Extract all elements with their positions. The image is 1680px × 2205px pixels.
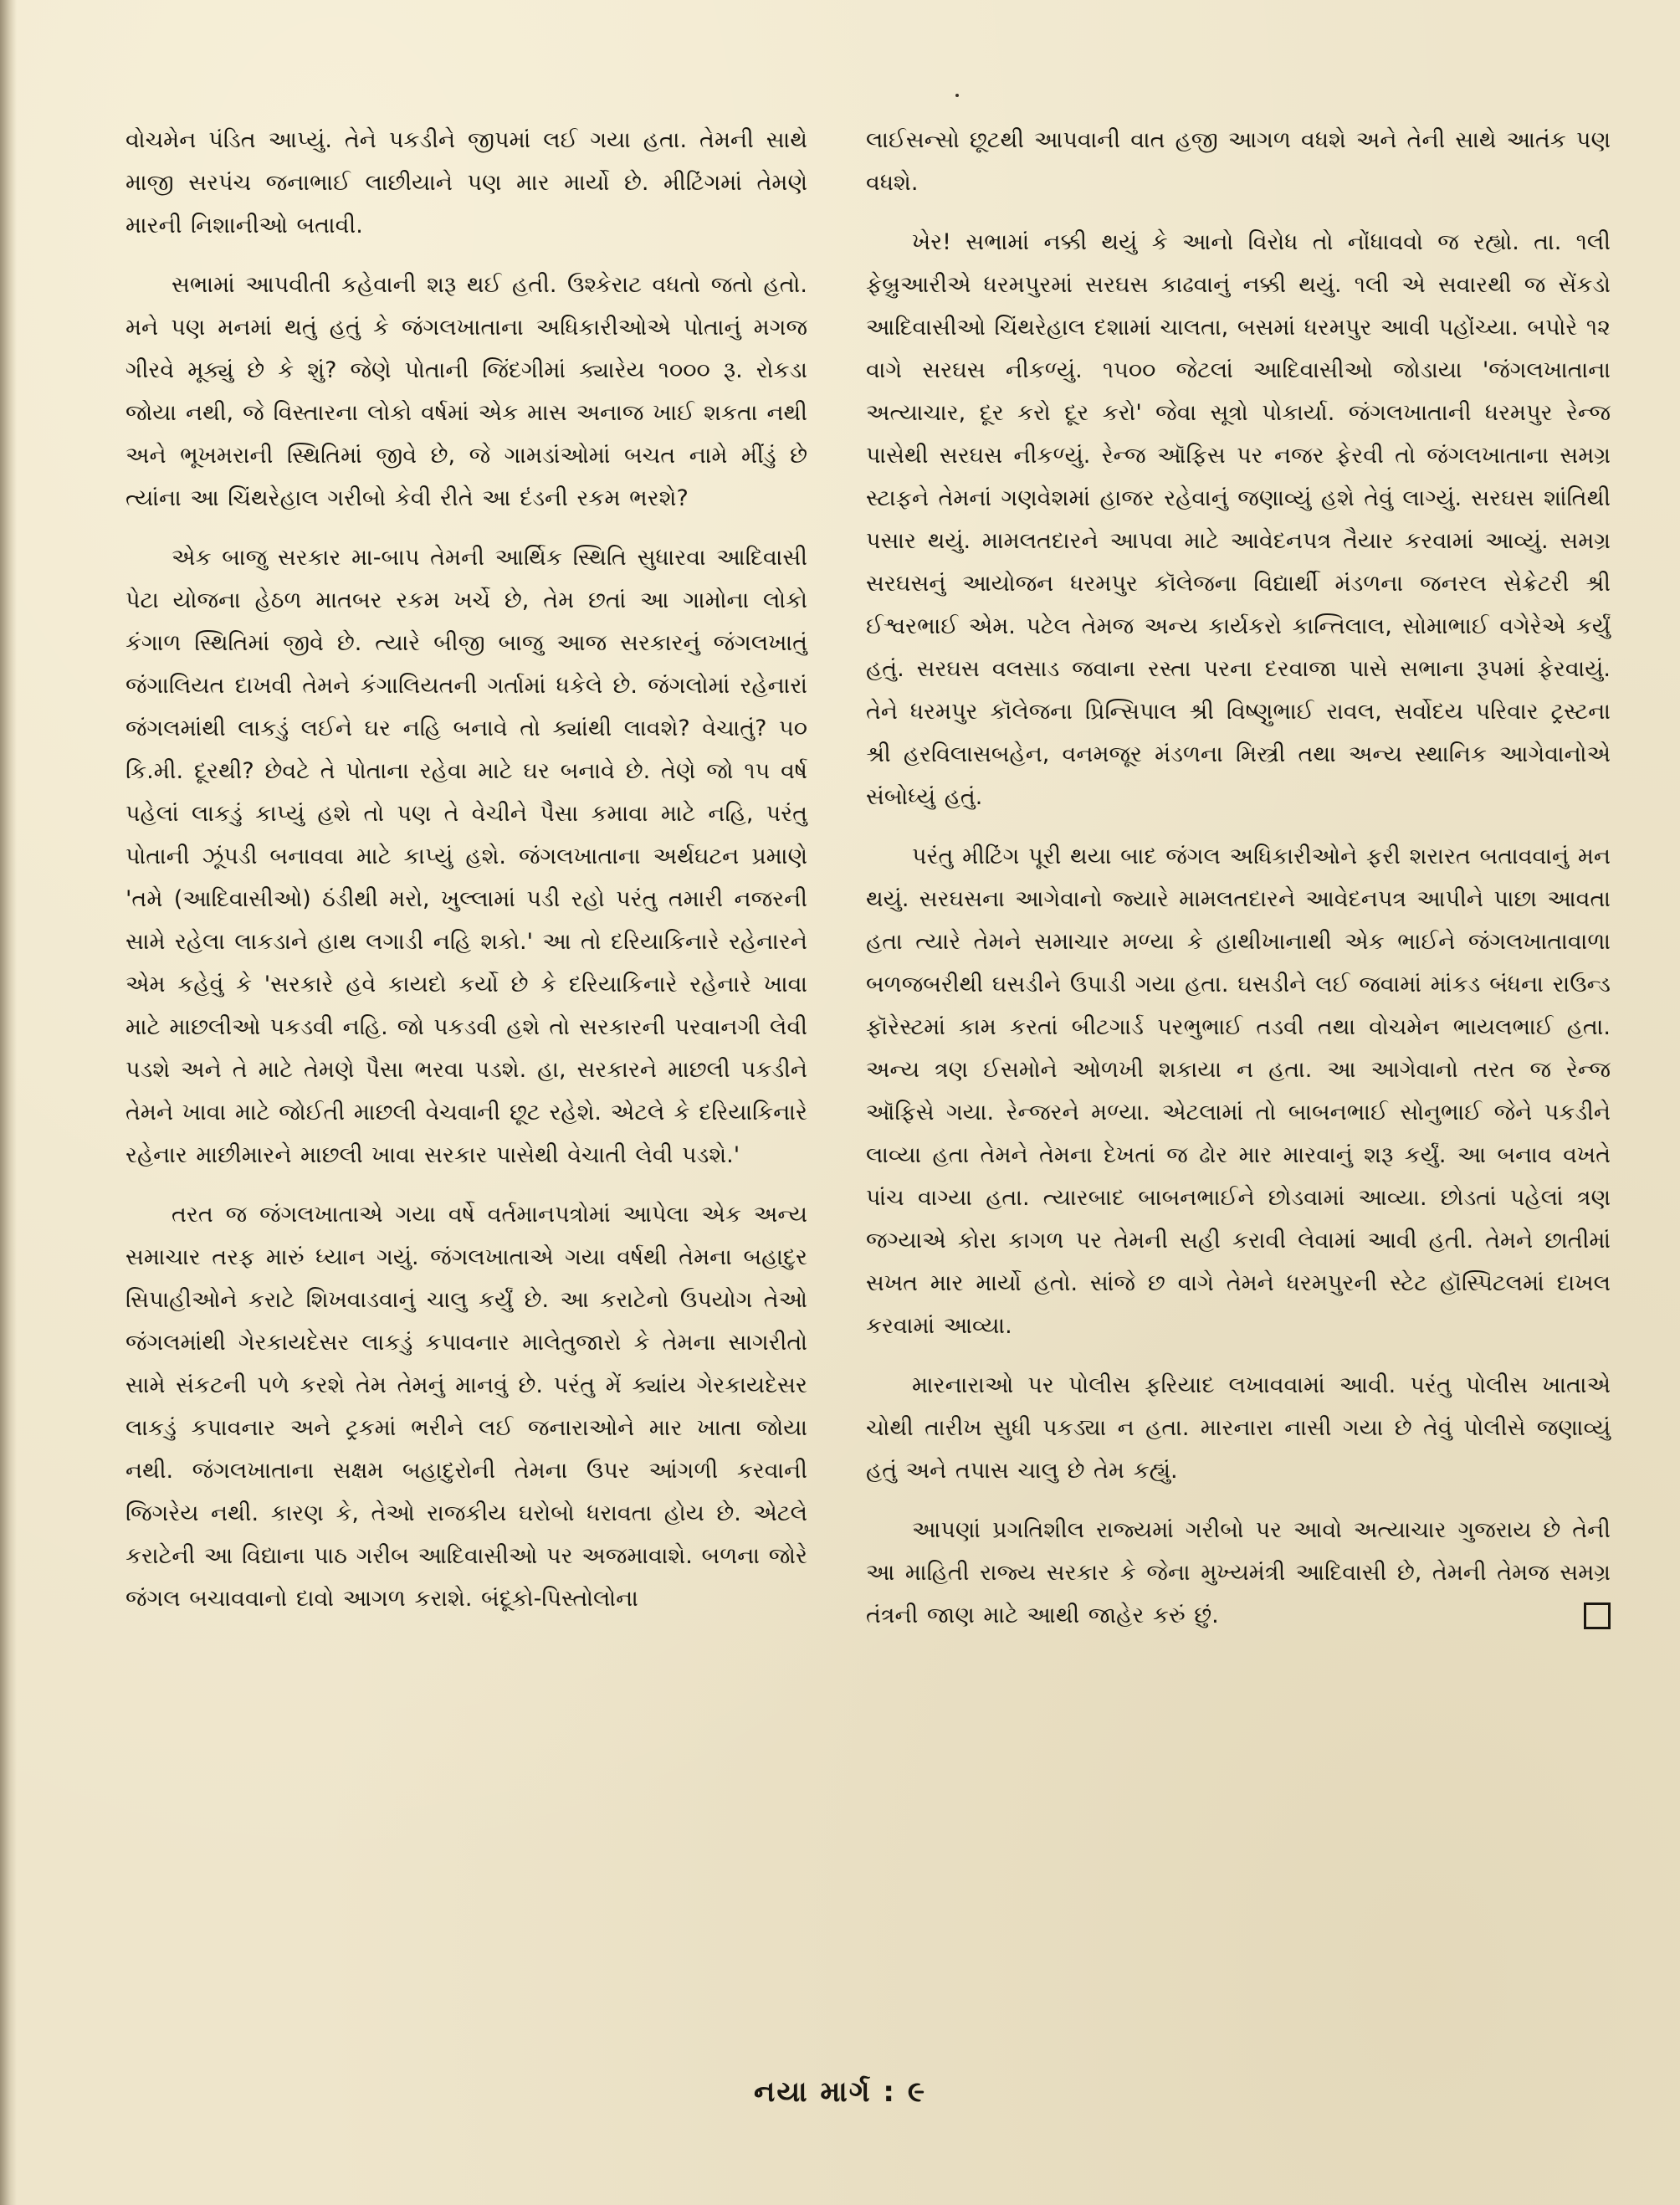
end-mark-box bbox=[1584, 1602, 1611, 1629]
left-paragraph-3: એક બાજુ સરકાર મા-બાપ તેમની આર્થિક સ્થિતિ સુધારવા આદિવાસી પેટા યોજના હેઠળ માતબર રકમ ખર્ચે છે, તેમ છતાં આ ગામોના લોકો કંગાળ સ્થિતિમાં જીવે છે. ત્યારે બીજી બાજુ આજ સરકારનું જંગલખાતું જંગાલિયત દાખવી તેમને કંગાલિયતની ગર્તામાં ધકેલે છે. જંગલોમાં રહેનારાં જંગલમાંથી લાકડું લઈને ઘર નહિ બનાવે તો ક્યાંથી લાવશે? વેચાતું? ૫૦ કિ.મી. દૂરથી? છેવટે તે પોતાના રહેવા માટે ઘર બનાવે છે. તેણે જો ૧૫ વર્ષ પહેલાં લાકડું કાપ્યું હશે તો પણ તે વેચીને પૈસા કમાવા માટે નહિ, પરંતુ પોતાની ઝૂંપડી બનાવવા માટે કાપ્યું હશે. જંગલખાતાના અર્થઘટન પ્રમાણે 'તમે (આદિવાસીઓ) ઠંડીથી મરો, ખુલ્લામાં પડી રહો પરંતુ તમારી નજરની સામે રહેલા લાકડાને હાથ લગાડી નહિ શકો.' આ તો દરિયાકિનારે રહેનારને એમ કહેવું કે 'સરકારે હવે કાયદો કર્યો છે કે દરિયાકિનારે રહેનારે ખાવા માટે માછલીઓ પકડવી નહિ. જો પકડવી હશે તો સરકારની પરવાનગી લેવી પડશે અને તે માટે તેમણે પૈસા ભરવા પડશે. હા, સરકારને માછલી પકડીને તેમને ખાવા માટે જોઈતી માછલી વેચવાની છૂટ રહેશે. એટલે કે દરિયાકિનારે રહેનાર માછીમારને માછલી ખાવા સરકાર પાસેથી વેચાતી લેવી પડશે.' bbox=[125, 545, 807, 1168]
right-paragraph-5-wrapper bbox=[866, 1509, 1611, 1637]
ink-speck bbox=[955, 94, 959, 97]
right-paragraph-2: ખેર! સભામાં નક્કી થયું કે આનો વિરોધ તો નોંધાવવો જ રહ્યો. તા. ૧લી ફેબ્રુઆરીએ ધરમપુરમાં સરઘસ કાઢવાનું નક્કી થયું. ૧લી એ સવારથી જ સેંકડો આદિવાસીઓ ચિંથરેહાલ દશામાં ચાલતા, બસમાં ધરમપુર આવી પહોંચ્યા. બપોરે ૧૨ વાગે સરઘસ નીકળ્યું. ૧૫૦૦ જેટલાં આદિવાસીઓ જોડાયા 'જંગલખાતાના અત્યાચાર, દૂર કરો દૂર કરો' જેવા સૂત્રો પોકાર્યા. જંગલખાતાની ધરમપુર રેન્જ પાસેથી સરઘસ નીકળ્યું. રેન્જ ઑફિસ પર નજર ફેરવી તો જંગલખાતાના સમગ્ર સ્ટાફને તેમનાં ગણવેશમાં હાજર રહેવાનું જણાવ્યું હશે તેવું લાગ્યું. સરઘસ શાંતિથી પસાર થયું. મામલતદારને આપવા માટે આવેદનપત્ર તૈયાર કરવામાં આવ્યું. સમગ્ર સરઘસનું આયોજન ધરમપુર કૉલેજના વિદ્યાર્થી મંડળના જનરલ સેક્રેટરી શ્રી ઈશ્વરભાઈ એમ. પટેલ તેમજ અન્ય કાર્યકરો કાન્તિલાલ, સોમાભાઈ વગેરેએ કર્યું હતું. સરઘસ વલસાડ જવાના રસ્તા પરના દરવાજા પાસે સભાના રૂપમાં ફેરવાયું. તેને ધરમપુર કૉલેજના પ્રિન્સિપાલ શ્રી વિષ્ણુભાઈ રાવલ, સર્વોદય પરિવાર ટ્રસ્ટના શ્રી હરવિલાસબહેન, વનમજૂર મંડળના મિસ્ત્રી તથા અન્ય સ્થાનિક આગેવાનોએ સંબોધ્યું હતું. bbox=[866, 229, 1611, 810]
right-paragraph-5: આપણાં પ્રગતિશીલ રાજ્યમાં ગરીબો પર આવો અત્યાચાર ગુજરાય છે તેની આ માહિતી રાજ્ય સરકાર કે જેના મુખ્યમંત્રી આદિવાસી છે, તેમની તેમજ સમગ્ર તંત્રની જાણ માટે આથી જાહેર કરું છું. bbox=[866, 1517, 1611, 1628]
left-column bbox=[125, 119, 807, 1637]
page-footer: નયા માર્ગ : ૯ bbox=[754, 2075, 926, 2109]
right-paragraph-3: પરંતુ મીટિંગ પૂરી થયા બાદ જંગલ અધિકારીઓને ફરી શરારત બતાવવાનું મન થયું. સરઘસના આગેવાનો જ્યારે મામલતદારને આવેદનપત્ર આપીને પાછા આવતા હતા ત્યારે તેમને સમાચાર મળ્યા કે હાથીખાનાથી એક ભાઈને જંગલખાતાવાળા બળજબરીથી ઘસડીને ઉપાડી ગયા હતા. ઘસડીને લઈ જવામાં માંકડ બંધના રાઉન્ડ ફૉરેસ્ટમાં કામ કરતાં બીટગાર્ડ પરભુભાઈ તડવી તથા વોચમેન ભાયલભાઈ હતા. અન્ય ત્રણ ઈસમોને ઓળખી શકાયા ન હતા. આ આગેવાનો તરત જ રેન્જ ઑફિસે ગયા. રેન્જરને મળ્યા. એટલામાં તો બાબનભાઈ સોનુભાઈ જેને પકડીને લાવ્યા હતા તેમને તેમના દેખતાં જ ઢોર માર મારવાનું શરૂ કર્યું. આ બનાવ વખતે પાંચ વાગ્યા હતા. ત્યારબાદ બાબનભાઈને છોડવામાં આવ્યા. છોડતાં પહેલાં ત્રણ જગ્યાએ કોરા કાગળ પર તેમની સહી કરાવી લેવામાં આવી હતી. તેમને છાતીમાં સખત માર માર્યો હતો. સાંજે છ વાગે તેમને ધરમપુરની સ્ટેટ હૉસ્પિટલમાં દાખલ કરવામાં આવ્યા. bbox=[866, 844, 1611, 1339]
page-edge-shadow bbox=[0, 0, 17, 2205]
right-paragraph-1: લાઈસન્સો છૂટથી આપવાની વાત હજી આગળ વધશે અને તેની સાથે આતંક પણ વધશે. bbox=[866, 127, 1611, 196]
left-paragraph-1: વોચમેન પંડિત આપ્યું. તેને પકડીને જીપમાં લઈ ગયા હતા. તેમની સાથે માજી સરપંચ જનાભાઈ લાછીયાને પણ માર માર્યો છે. મીટિંગમાં તેમણે મારની નિશાનીઓ બતાવી. bbox=[125, 127, 807, 238]
right-paragraph-4: મારનારાઓ પર પોલીસ ફરિયાદ લખાવવામાં આવી. પરંતુ પોલીસ ખાતાએ ચોથી તારીખ સુધી પકડ્યા ન હતા. મારનારા નાસી ગયા છે તેવું પોલીસે જણાવ્યું હતું અને તપાસ ચાલુ છે તેમ કહ્યું. bbox=[866, 1372, 1611, 1484]
right-column bbox=[866, 119, 1611, 1654]
left-paragraph-4: તરત જ જંગલખાતાએ ગયા વર્ષે વર્તમાનપત્રોમાં આપેલા એક અન્ય સમાચાર તરફ મારું ધ્યાન ગયું. જંગલખાતાએ ગયા વર્ષથી તેમના બહાદુર સિપાહીઓને કરાટે શિખવાડવાનું ચાલુ કર્યું છે. આ કરાટેનો ઉપયોગ તેઓ જંગલમાંથી ગેરકાયદેસર લાકડું કપાવનાર માલેતુજારો કે તેમના સાગરીતો સામે સંકટની પળે કરશે તેમ તેમનું માનવું છે. પરંતુ મેં ક્યાંય ગેરકાયદેસર લાકડું કપાવનાર અને ટ્રકમાં ભરીને લઈ જનારાઓને માર ખાતા જોયા નથી. જંગલખાતાના સક્ષમ બહાદુરોની તેમના ઉપર આંગળી કરવાની જિગરેય નથી. કારણ કે, તેઓ રાજકીય ઘરોબો ધરાવતા હોય છે. એટલે કરાટેની આ વિદ્યાના પાઠ ગરીબ આદિવાસીઓ પર અજમાવાશે. બળના જોરે જંગલ બચાવવાનો દાવો આગળ કરાશે. બંદૂકો-પિસ્તોલોના bbox=[125, 1202, 807, 1612]
left-paragraph-2: સભામાં આપવીતી કહેવાની શરૂ થઈ હતી. ઉશ્કેરાટ વધતો જતો હતો. મને પણ મનમાં થતું હતું કે જંગલખાતાના અધિકારીઓએ પોતાનું મગજ ગીરવે મૂક્યું છે કે શું? જેણે પોતાની જિંદગીમાં ક્યારેય ૧૦૦૦ રૂ. રોકડા જોયા નથી, જે વિસ્તારના લોકો વર્ષમાં એક માસ અનાજ ખાઈ શકતા નથી અને ભૂખમરાની સ્થિતિમાં જીવે છે, જે ગામડાંઓમાં બચત નામે મીંડું છે ત્યાંના આ ચિંથરેહાલ ગરીબો કેવી રીતે આ દંડની રકમ ભરશે? bbox=[125, 272, 807, 511]
